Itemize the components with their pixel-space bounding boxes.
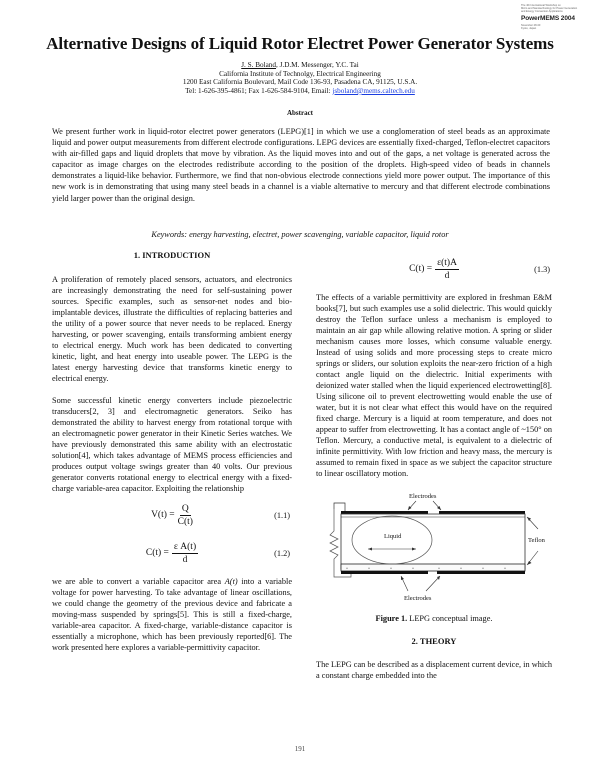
first-author: J. S. Boland: [241, 61, 276, 69]
keywords: Keywords: energy harvesting, electret, power scavenging, variable capacitor, liquid rotor: [151, 230, 449, 239]
label-liquid: Liquid: [384, 533, 402, 540]
svg-text:••: ••: [438, 566, 441, 570]
svg-text:••: ••: [504, 566, 507, 570]
contact-prefix: Tel: 1-626-395-4861; Fax 1-626-584-9104, Email:: [185, 86, 333, 95]
section-heading-theory: 2. THEORY: [411, 636, 457, 646]
stamp-line: Kyoto, Japan: [521, 26, 537, 30]
equation-fraction: [435, 257, 459, 282]
svg-text:••: ••: [482, 566, 485, 570]
equation-numerator: ε(t)A: [437, 257, 457, 268]
equation-lhs: C(t) =: [409, 263, 433, 274]
figure-1-diagram: [316, 491, 552, 609]
intro-paragraph-1: A proliferation of remotely placed sensors, actuators, and electronics are increasingly demonstrating the need for self-sustaining power sources. Specific examples, such as sensor-net nodes and bio-implantable devices, illustrate the difficulties of replacing batteries and the utility of a power source that never needs to be replaced. Energy harvesting, or power scavenging, entails transforming ambient energy to electrical energy. Much work has been dedicated to converting kinetic, light, and heat energy into useable power. The LEPG is the latest energy harvesting device that transforms kinetic energy to electrical energy.: [52, 275, 292, 383]
caption-text: LEPG conceptual image.: [407, 614, 493, 623]
author-block: [0, 61, 600, 95]
variable-a-t: A(t): [224, 577, 238, 586]
conference-name: PowerMEMS 2004: [521, 14, 575, 22]
theory-paragraph-1: The LEPG can be described as a displacement current device, in which a constant charge embedded into the: [316, 660, 552, 680]
author-line: [0, 61, 600, 70]
abstract-body: We present further work in liquid-rotor electret power generators (LEPG)[1] in which we use a conglomeration of steel beads as an approximate liquid and power output measurements from different electrode configurations. LEPG devices are essentially fixed-charged, Teflon-electret capacitors with air-filled gaps and liquid droplets that move by vibration. As the liquid moves into and out of the gaps, a net voltage is generated across the capacitor as image charges on the electrodes redistribute according to the position of the droplets. High-speed video of beads in channels demonstrates a liquid-like behavior. Furthermore, we find that non-obvious electrode connections yield more power output. The importance of this new work is in demonstrating that using many steel beads in a channel is a viable alternative to mercury and that different electrode combinations yield larger power than the original design.: [52, 127, 550, 203]
equation-denominator: C(t): [177, 516, 193, 527]
equation-lhs: C(t) =: [145, 547, 169, 558]
svg-text:••: ••: [346, 566, 349, 570]
svg-text:••: ••: [368, 566, 371, 570]
equation-lhs: V(t) =: [151, 509, 175, 520]
label-electrodes-top: Electrodes: [409, 493, 437, 500]
label-teflon: Teflon: [528, 537, 545, 544]
equation-denominator: d: [444, 270, 450, 281]
address: 1200 East California Boulevard, Mail Code 136-93, Pasadena CA, 91125, U.S.A.: [182, 78, 418, 87]
text-run: into a variable voltage for power harvesting. To take advantage of linear oscillations, we could change the geometry of the previous device and fabricate a moving-mass suspended by springs[5]. This is still a fixed-charge, variable-area capacitor. A fixed-charge, variable-distance capacitor is essentially a microphone, which has been previously reported[6]. The work presented here explores a variable-permittivity capacitor.: [52, 577, 293, 652]
section-heading-introduction: 1. INTRODUCTION: [133, 250, 211, 260]
equation-1-3: [316, 252, 552, 286]
svg-text:••: ••: [460, 566, 463, 570]
stamp-line: The 4th International Workshop on: [521, 4, 561, 7]
conference-stamp: [521, 4, 593, 30]
stamp-line: Micro and Nanotechnology for Power Generation: [521, 7, 578, 11]
intro-paragraph-3: [52, 576, 292, 653]
page-number: 191: [294, 745, 306, 753]
email-link[interactable]: jsboland@mems.caltech.edu: [332, 86, 415, 95]
equation-numerator: ε A(t): [173, 541, 197, 552]
intro-paragraph-4: The effects of a variable permittivity are explored in freshman E&M books[7], but such examples use a solid dielectric. This would quickly destroy the Teflon surface unless a mechanism is employed to maintain an air gap while allowing relative motion. A spring or slider mechanism causes more losses, which consume valuable energy. Instead of using solids and more processing steps to create micro springs or sliders, our solution exploits the near-zero friction of a high contact angle liquid on the dielectric. Initial experiments with deionized water stalled when the liquid experienced electrowetting[8]. Using silicone oil to prevent electrowetting would enable the use of water, but it is not clear what effect this would have on the required fixed charge. Mercury is a liquid at room temperature, and does not appear to suffer from electrowetting. It has a contact angle of ~150° on Teflon. Mercury, a conductive metal, is equivalent to a dielectric of infinite permittivity. With low friction and heavy mass, the mercury is assumed to remain fixed in space as we subject the capacitor structure to linear oscillatory motion.: [316, 293, 552, 478]
lepg-schematic: [316, 491, 552, 609]
abstract-heading: Abstract: [286, 109, 314, 117]
right-column: [316, 250, 552, 692]
equation-number: (1.2): [274, 548, 290, 558]
svg-text:••: ••: [412, 566, 415, 570]
contact-line: [0, 87, 600, 96]
equation-1-1: [52, 498, 292, 532]
equation-number: (1.1): [274, 510, 290, 520]
paper-title: Alternative Designs of Liquid Rotor Electret Power Generator Systems: [46, 34, 554, 53]
equation-fraction: [178, 503, 193, 528]
stamp-line: November 28-30: [521, 23, 541, 27]
left-column: [52, 250, 292, 664]
intro-paragraph-2: Some successful kinetic energy converters include piezoelectric transducers[2, 3] and electromagnetic generators. Seiko has demonstrated the ability to harvest energy from rotational torque with an electromagnetic power generator in their Kinetic Series watches. We have previously demonstrated this same ability with an electrostatic solution[4], which takes advantage of MEMS process efficiencies and produces output voltage swings greater than 40 volts. Our previous generator converts rotational energy to electrical energy with a fixed-charge variable-area capacitor. Exploiting the relationship: [52, 396, 292, 493]
equation-fraction: [172, 541, 198, 566]
equation-number: (1.3): [534, 264, 550, 274]
other-authors: , J.D.M. Messenger, Y.C. Tai: [276, 61, 359, 69]
text-run: we are able to convert a variable capacitor area: [52, 577, 225, 586]
equation-1-2: [52, 536, 292, 570]
equation-denominator: d: [182, 554, 188, 565]
stamp-line: and Energy Conversion Applications: [521, 10, 563, 14]
svg-text:••: ••: [390, 566, 393, 570]
affiliation: California Institute of Technolgy, Electrical Engineering: [219, 69, 381, 78]
equation-numerator: Q: [181, 503, 189, 514]
caption-label: Figure 1.: [375, 614, 408, 623]
figure-1-caption: [316, 613, 552, 624]
label-electrodes-bottom: Electrodes: [404, 595, 432, 602]
